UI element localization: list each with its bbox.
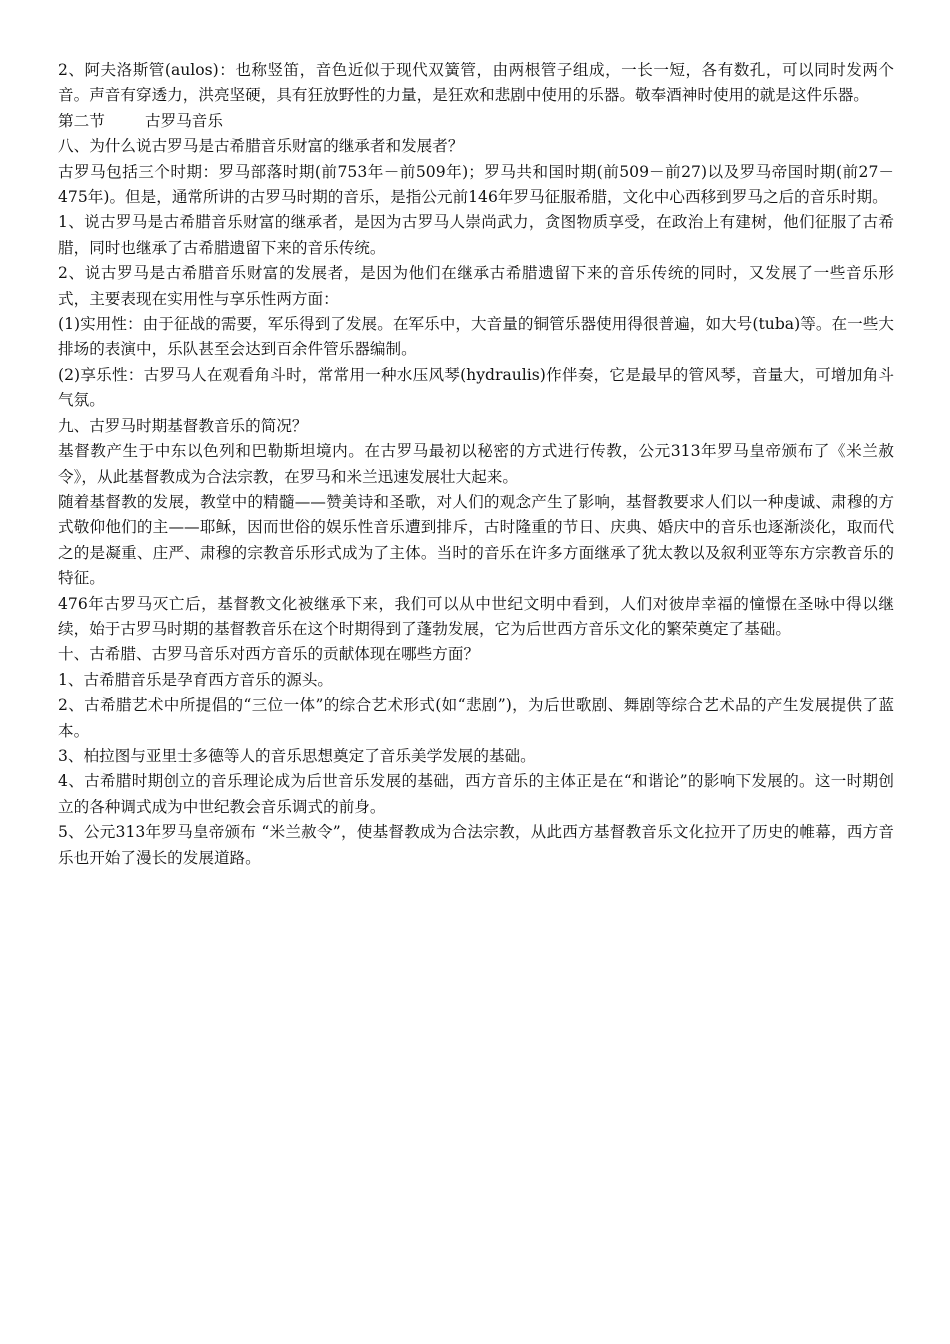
question-ten: 十、古希腊、古罗马音乐对西方音乐的贡献体现在哪些方面？ <box>58 645 480 664</box>
paragraph-developer: 2、说古罗马是古希腊音乐财富的发展者，是因为他们在继承古希腊遗留下来的音乐传统的同时，又发展了一些音乐形式，主要表现在实用性与享乐性两方面： <box>58 264 894 308</box>
paragraph-aulos: 2、阿夫洛斯管(aulos)：也称竖笛，音色近似于现代双簧管，由两根管子组成，一长一短，各有数孔，可以同时发两个音。声音有穿透力，洪亮坚硬，具有狂放野性的力量，是狂欢和悲剧中使用的乐器。敬奉酒神时使用的就是这件乐器。 <box>58 61 894 105</box>
section-heading <box>58 109 894 134</box>
paragraph-christianity-development: 随着基督教的发展，教堂中的精髓——赞美诗和圣歌，对人们的观念产生了影响，基督教要求人们以一种虔诚、肃穆的方式敬仰他们的主——耶稣，因而世俗的娱乐性音乐遭到排斥，古时隆重的节日、庆典、婚庆中的音乐也逐渐淡化，取而代之的是凝重、庄严、肃穆的宗教音乐形式成为了主体。当时的音乐在许多方面继承了犹太教以及叙利亚等东方宗教音乐的特征。 <box>58 492 894 588</box>
list-item-1: 1、古希腊音乐是孕育西方音乐的源头。 <box>58 670 334 689</box>
question-nine: 九、古罗马时期基督教音乐的简况？ <box>58 416 308 435</box>
section-title: 古罗马音乐 <box>145 111 223 130</box>
paragraph-christianity-origin: 基督教产生于中东以色列和巴勒斯坦境内。在古罗马最初以秘密的方式进行传教，公元313年罗马皇帝颁布了《米兰赦令》，从此基督教成为合法宗教，在罗马和米兰迅速发展壮大起来。 <box>58 442 894 486</box>
question-eight: 八、为什么说古罗马是古希腊音乐财富的继承者和发展者？ <box>58 137 464 156</box>
section-number: 第二节 <box>58 111 105 130</box>
list-item-3: 3、柏拉图与亚里士多德等人的音乐思想奠定了音乐美学发展的基础。 <box>58 746 536 765</box>
paragraph-inheritor: 1、说古罗马是古希腊音乐财富的继承者，是因为古罗马人崇尚武力，贪图物质享受，在政治上有建树，他们征服了古希腊，同时也继承了古希腊遗留下来的音乐传统。 <box>58 213 894 257</box>
document-page <box>58 58 894 871</box>
paragraph-476: 476年古罗马灭亡后，基督教文化被继承下来，我们可以从中世纪文明中看到，人们对彼岸幸福的憧憬在圣咏中得以继续，始于古罗马时期的基督教音乐在这个时期得到了蓬勃发展，它为后世西方音乐文化的繁荣奠定了基础。 <box>58 594 894 638</box>
list-item-4: 4、古希腊时期创立的音乐理论成为后世音乐发展的基础，西方音乐的主体正是在“和谐论”的影响下发展的。这一时期创立的各种调式成为中世纪教会音乐调式的前身。 <box>58 772 894 816</box>
list-item-5: 5、公元313年罗马皇帝颁布 “米兰赦令”，使基督教成为合法宗教，从此西方基督教音乐文化拉开了历史的帷幕，西方音乐也开始了漫长的发展道路。 <box>58 823 894 867</box>
paragraph-enjoyment: (2)享乐性：古罗马人在观看角斗时，常常用一种水压风琴(hydraulis)作伴奏，它是最早的管风琴，音量大，可增加角斗气氛。 <box>58 365 894 410</box>
paragraph-rome-periods: 古罗马包括三个时期：罗马部落时期(前753年－前509年)；罗马共和国时期(前509－前27)以及罗马帝国时期(前27－475年)。但是，通常所讲的古罗马时期的音乐，是指公元前146年罗马征服希腊，文化中心西移到罗马之后的音乐时期。 <box>58 162 894 207</box>
paragraph-practicality: (1)实用性：由于征战的需要，军乐得到了发展。在军乐中，大音量的铜管乐器使用得很普遍，如大号(tuba)等。在一些大排场的表演中，乐队甚至会达到百余件管乐器编制。 <box>58 315 894 359</box>
list-item-2: 2、古希腊艺术中所提倡的“三位一体”的综合艺术形式(如“悲剧”)，为后世歌剧、舞剧等综合艺术品的产生发展提供了蓝本。 <box>58 696 894 740</box>
